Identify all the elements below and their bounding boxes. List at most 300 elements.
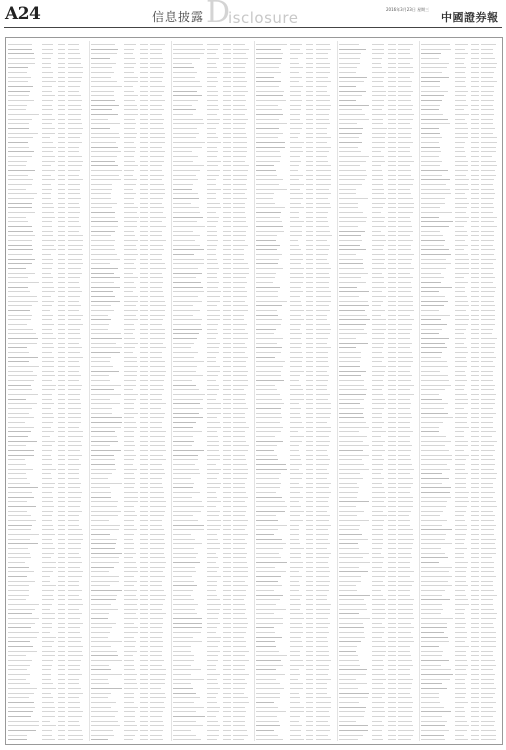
table-cell-line (91, 273, 114, 274)
table-cell-line (173, 352, 197, 353)
table-cell-line (372, 548, 381, 549)
table-cell-line (455, 259, 469, 260)
table-cell-line (398, 576, 409, 577)
table-cell-line (150, 693, 165, 694)
table-cell-line (306, 151, 314, 152)
table-cell-line (421, 249, 449, 250)
table-cell-line (290, 511, 304, 512)
table-cell-line (471, 557, 479, 558)
table-cell-line (42, 81, 56, 82)
table-cell-line (223, 385, 231, 386)
table-cell-line (372, 581, 383, 582)
table-cell-line (124, 637, 134, 638)
table-cell-line (233, 669, 245, 670)
table-cell-line (8, 389, 32, 390)
table-cell-line (223, 296, 231, 297)
table-cell-line (68, 137, 81, 138)
table-cell-line (8, 627, 31, 628)
table-cell-line (339, 287, 357, 288)
table-cell-line (339, 525, 361, 526)
table-cell-line (223, 581, 231, 582)
table-cell-line (421, 487, 451, 488)
table-cell-line (150, 543, 164, 544)
table-cell-line (481, 109, 494, 110)
table-cell-line (471, 375, 479, 376)
table-cell-line (150, 674, 165, 675)
table-cell-line (173, 646, 190, 647)
table-cell-line (233, 483, 245, 484)
table-cell-line (398, 128, 411, 129)
table-cell-line (91, 735, 114, 736)
table-cell-line (124, 609, 137, 610)
table-cell-line (471, 679, 479, 680)
column-divider (419, 41, 420, 741)
table-cell-line (150, 189, 165, 190)
table-cell-line (316, 431, 331, 432)
table-cell-line (223, 114, 231, 115)
table-cell-line (290, 147, 302, 148)
table-cell-line (68, 301, 79, 302)
table-cell-line (306, 273, 314, 274)
table-cell-line (42, 277, 53, 278)
table-cell-line (68, 151, 79, 152)
table-cell-line (91, 207, 112, 208)
table-cell-line (481, 497, 493, 498)
table-cell-line (388, 67, 396, 68)
table-cell-line (58, 735, 66, 736)
table-cell-line (233, 595, 246, 596)
table-cell-line (223, 553, 231, 554)
table-cell-line (8, 263, 32, 264)
table-cell-line (481, 161, 496, 162)
table-cell-line (421, 147, 440, 148)
table-cell-line (455, 231, 467, 232)
table-cell-line (8, 455, 34, 456)
table-cell-line (421, 179, 449, 180)
table-cell-line (256, 77, 274, 78)
table-cell-line (68, 473, 80, 474)
table-cell-line (233, 198, 246, 199)
table-cell-line (290, 464, 303, 465)
table-cell-line (124, 319, 138, 320)
table-cell-line (8, 184, 32, 185)
table-cell-line (124, 231, 134, 232)
table-cell-line (316, 296, 331, 297)
table-cell-line (91, 422, 122, 423)
table-cell-line (150, 394, 161, 395)
table-cell-line (42, 553, 54, 554)
table-cell-line (91, 385, 121, 386)
table-cell-line (316, 119, 329, 120)
table-cell-line (91, 693, 111, 694)
table-cell-line (8, 707, 35, 708)
table-cell-line (207, 226, 216, 227)
table-cell-line (207, 492, 216, 493)
table-cell-line (140, 357, 148, 358)
table-cell-line (140, 315, 148, 316)
table-cell-line (372, 637, 382, 638)
table-cell-line (207, 315, 220, 316)
table-cell-line (207, 305, 216, 306)
table-cell-line (91, 455, 114, 456)
table-cell-line (124, 189, 133, 190)
table-cell-line (290, 319, 304, 320)
table-cell-line (290, 142, 304, 143)
table-cell-line (124, 445, 135, 446)
table-cell-line (58, 487, 66, 488)
table-cell-line (421, 711, 451, 712)
table-cell-line (481, 655, 493, 656)
table-cell-line (58, 347, 66, 348)
table-cell-line (471, 207, 479, 208)
table-cell-line (150, 539, 163, 540)
table-cell-line (124, 679, 135, 680)
table-cell-line (173, 221, 196, 222)
table-cell-line (8, 394, 38, 395)
table-cell-line (388, 254, 396, 255)
table-cell-line (68, 408, 81, 409)
table-cell-line (233, 137, 247, 138)
table-cell-line (223, 44, 231, 45)
table-cell-line (68, 49, 79, 50)
table-cell-line (306, 72, 314, 73)
table-cell-line (140, 81, 148, 82)
table-cell-line (207, 487, 220, 488)
table-cell-line (124, 91, 133, 92)
table-cell-line (207, 301, 220, 302)
table-cell-line (207, 697, 216, 698)
table-cell-line (124, 665, 134, 666)
table-cell-line (207, 193, 216, 194)
table-cell-line (233, 627, 247, 628)
table-cell-line (455, 133, 468, 134)
table-cell-line (372, 679, 386, 680)
table-cell-line (388, 595, 396, 596)
table-cell-line (388, 357, 396, 358)
table-cell-line (256, 226, 283, 227)
table-cell-line (42, 562, 56, 563)
table-cell-line (173, 343, 194, 344)
table-cell-line (140, 417, 148, 418)
table-cell-line (388, 721, 396, 722)
table-cell-line (8, 576, 27, 577)
table-cell-line (223, 679, 231, 680)
table-cell-line (339, 679, 356, 680)
table-cell-line (140, 259, 148, 260)
table-cell-line (124, 77, 138, 78)
table-cell-line (207, 380, 216, 381)
table-cell-line (388, 623, 396, 624)
table-cell-line (124, 161, 135, 162)
table-cell-line (124, 394, 137, 395)
table-cell-line (140, 641, 148, 642)
table-cell-line (91, 347, 122, 348)
table-cell-line (173, 478, 190, 479)
table-cell-line (398, 674, 409, 675)
table-cell-line (91, 371, 120, 372)
table-cell-line (316, 315, 327, 316)
table-cell-line (42, 226, 53, 227)
table-cell-line (421, 375, 448, 376)
table-cell-line (150, 417, 163, 418)
table-cell-line (91, 128, 110, 129)
table-cell-line (306, 553, 314, 554)
table-cell-line (471, 63, 479, 64)
table-cell-line (223, 604, 231, 605)
table-cell-line (207, 655, 218, 656)
table-cell-line (372, 632, 384, 633)
table-cell-line (223, 464, 231, 465)
table-cell-line (398, 156, 411, 157)
table-cell-line (388, 455, 396, 456)
table-cell-line (233, 128, 245, 129)
table-cell-line (8, 595, 29, 596)
table-cell-line (316, 100, 331, 101)
table-cell-line (173, 735, 196, 736)
section-title-letter: D (206, 0, 231, 30)
table-cell-line (256, 91, 284, 92)
table-cell-line (481, 697, 493, 698)
table-cell-line (471, 394, 479, 395)
table-cell-line (124, 226, 137, 227)
table-cell-line (339, 464, 364, 465)
table-cell-line (124, 730, 138, 731)
table-cell-line (68, 613, 82, 614)
table-cell-line (471, 567, 479, 568)
table-cell-line (207, 170, 220, 171)
table-cell-line (339, 431, 359, 432)
table-cell-line (207, 553, 216, 554)
table-cell-line (455, 119, 465, 120)
table-cell-line (207, 459, 220, 460)
table-cell-line (207, 67, 217, 68)
table-cell-line (398, 310, 413, 311)
table-cell-line (58, 343, 66, 344)
table-cell-line (91, 646, 112, 647)
table-cell-line (339, 161, 366, 162)
table-cell-line (140, 422, 148, 423)
table-cell-line (306, 613, 314, 614)
table-cell-line (150, 702, 163, 703)
table-cell-line (481, 562, 494, 563)
table-cell-line (150, 273, 161, 274)
table-cell-line (398, 165, 410, 166)
table-cell-line (223, 282, 231, 283)
table-cell-line (339, 343, 368, 344)
table-cell-line (290, 408, 301, 409)
table-cell-line (339, 683, 367, 684)
table-cell-line (290, 324, 301, 325)
table-cell-line (42, 525, 54, 526)
table-cell-line (372, 105, 384, 106)
table-cell-line (290, 221, 304, 222)
table-cell-line (140, 567, 148, 568)
table-cell-line (173, 506, 203, 507)
table-cell-line (421, 287, 452, 288)
table-cell-line (339, 483, 357, 484)
table-cell-line (207, 282, 219, 283)
table-cell-line (150, 105, 161, 106)
table-cell-line (455, 403, 468, 404)
table-cell-line (124, 693, 133, 694)
table-cell-line (339, 623, 363, 624)
table-cell-line (68, 53, 80, 54)
table-cell-line (306, 735, 314, 736)
table-cell-line (8, 324, 27, 325)
table-cell-line (256, 282, 273, 283)
table-cell-line (58, 203, 66, 204)
table-cell-line (58, 198, 66, 199)
table-cell-line (316, 739, 331, 740)
table-cell-line (455, 63, 464, 64)
table-cell-line (316, 179, 331, 180)
table-cell-line (124, 63, 135, 64)
table-cell-line (372, 72, 385, 73)
table-cell-line (91, 711, 119, 712)
table-cell-line (124, 590, 136, 591)
table-cell-line (388, 688, 396, 689)
table-cell-line (372, 464, 383, 465)
table-cell-line (339, 296, 359, 297)
table-cell-line (223, 539, 231, 540)
table-cell-line (8, 277, 28, 278)
table-cell-line (388, 576, 396, 577)
table-cell-line (421, 562, 439, 563)
table-cell-line (398, 450, 410, 451)
table-cell-line (455, 137, 468, 138)
table-cell-line (8, 506, 36, 507)
table-cell-line (124, 473, 134, 474)
table-cell-line (173, 301, 201, 302)
table-cell-line (455, 352, 468, 353)
table-cell-line (481, 646, 496, 647)
table-cell-line (290, 343, 302, 344)
table-cell-line (124, 105, 136, 106)
table-cell-line (91, 515, 118, 516)
table-cell-line (339, 534, 362, 535)
table-cell-line (223, 119, 231, 120)
table-cell-line (372, 361, 381, 362)
table-cell-line (42, 86, 52, 87)
table-cell-line (91, 86, 122, 87)
table-cell-line (233, 623, 248, 624)
table-cell-line (173, 422, 196, 423)
table-cell-line (388, 179, 396, 180)
table-cell-line (223, 707, 231, 708)
table-cell-line (233, 375, 247, 376)
table-cell-line (8, 697, 29, 698)
table-cell-line (140, 464, 148, 465)
table-cell-line (421, 655, 442, 656)
table-cell-line (455, 105, 468, 106)
table-cell-line (68, 725, 80, 726)
table-cell-line (42, 147, 56, 148)
table-cell-line (223, 175, 231, 176)
table-cell-line (140, 151, 148, 152)
table-cell-line (42, 688, 56, 689)
table-cell-line (58, 249, 66, 250)
table-cell-line (481, 380, 493, 381)
table-cell-line (8, 711, 33, 712)
table-cell-line (290, 193, 304, 194)
table-cell-line (306, 548, 314, 549)
table-cell-line (91, 534, 110, 535)
table-cell-line (290, 305, 302, 306)
table-cell-line (124, 254, 138, 255)
table-cell-line (8, 413, 29, 414)
table-cell-line (398, 525, 410, 526)
table-cell-line (173, 413, 199, 414)
table-cell-line (388, 394, 396, 395)
table-cell-line (8, 296, 37, 297)
table-cell-line (421, 506, 446, 507)
table-cell-line (388, 207, 396, 208)
table-cell-line (481, 361, 493, 362)
table-cell-line (316, 91, 328, 92)
table-cell-line (481, 100, 494, 101)
table-cell-line (256, 119, 279, 120)
table-cell-line (339, 739, 358, 740)
table-cell-line (42, 445, 52, 446)
table-cell-line (173, 63, 191, 64)
table-cell-line (207, 277, 217, 278)
table-cell-line (388, 562, 396, 563)
table-cell-line (124, 581, 137, 582)
table-cell-line (421, 109, 439, 110)
table-cell-line (398, 352, 412, 353)
table-cell-line (372, 268, 386, 269)
table-cell-line (173, 515, 193, 516)
table-cell-line (91, 175, 120, 176)
table-cell-line (150, 114, 162, 115)
table-cell-line (481, 235, 494, 236)
table-cell-line (316, 637, 328, 638)
table-cell-line (306, 655, 314, 656)
table-cell-line (233, 100, 246, 101)
table-cell-line (233, 221, 246, 222)
table-cell-line (42, 109, 53, 110)
table-cell-line (91, 655, 118, 656)
table-cell-line (223, 487, 231, 488)
table-cell-line (8, 235, 35, 236)
table-cell-line (306, 91, 314, 92)
table-cell-line (471, 91, 479, 92)
table-cell-line (398, 147, 410, 148)
table-cell-line (68, 417, 81, 418)
table-cell-line (388, 427, 396, 428)
table-cell-line (68, 217, 79, 218)
table-cell-line (207, 343, 220, 344)
table-cell-line (256, 483, 281, 484)
table-cell-line (256, 161, 280, 162)
table-cell-line (42, 674, 51, 675)
table-cell-line (173, 263, 204, 264)
table-cell-line (388, 137, 396, 138)
table-cell-line (455, 408, 464, 409)
table-cell-line (481, 571, 494, 572)
table-cell-line (306, 324, 314, 325)
table-cell-line (58, 562, 66, 563)
table-cell-line (223, 352, 231, 353)
table-cell-line (388, 385, 396, 386)
table-cell-line (388, 459, 396, 460)
table-cell-line (256, 249, 277, 250)
table-cell-line (233, 338, 248, 339)
table-cell-line (207, 707, 220, 708)
table-cell-line (91, 361, 111, 362)
table-cell-line (306, 469, 314, 470)
table-cell-line (316, 63, 330, 64)
